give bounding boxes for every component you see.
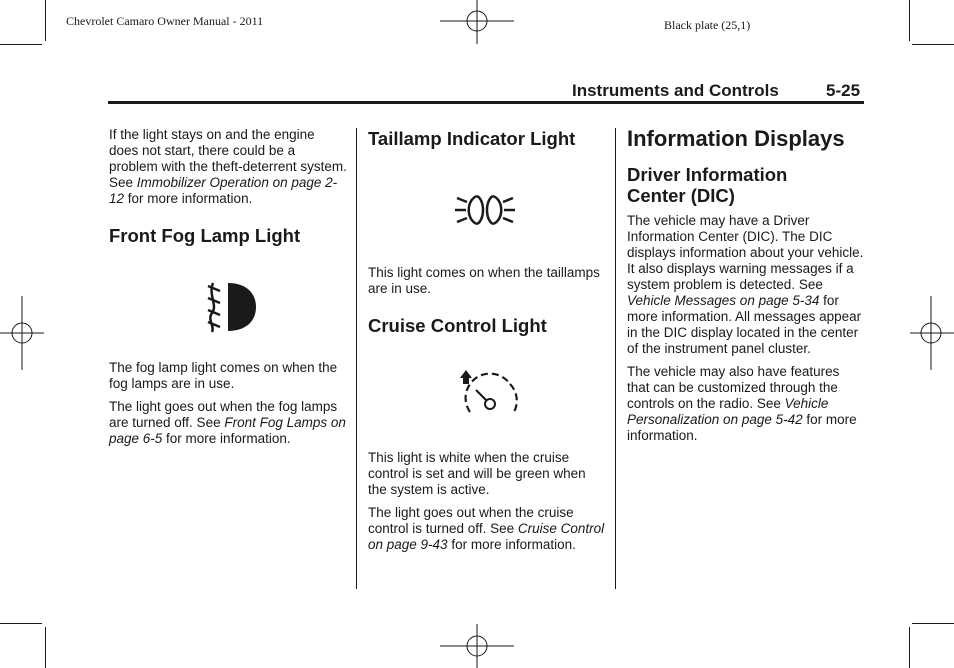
paragraph: This light is white when the cruise control is set and will be green when the system is active. — [368, 450, 586, 497]
column-divider — [615, 128, 616, 589]
paragraph: The fog lamp light comes on when the fog lamps are in use. — [109, 360, 338, 391]
column-3 — [627, 126, 865, 451]
crop-mark-top-left-h — [0, 44, 42, 45]
crop-mark-bottom-left-h — [0, 623, 42, 624]
page-title: Information Displays — [627, 126, 845, 151]
section-heading: Front Fog Lamp Light — [109, 225, 301, 246]
registration-mark-bottom-icon — [440, 624, 514, 668]
cross-reference: Cruise Control on page 9-43 — [368, 521, 605, 552]
taillamp-indicator-icon — [452, 190, 518, 232]
crop-mark-top-right-v — [909, 0, 910, 41]
header-rule — [108, 101, 864, 104]
front-fog-lamp-icon — [198, 280, 258, 334]
paragraph: If the light stays on and the engine does not start, there could be a problem with the theft-deterrent system. See Immobilizer Operation on page 2-12 for more information. — [109, 127, 347, 206]
cross-reference: Immobilizer Operation on page 2-12 — [109, 175, 338, 206]
paragraph: The vehicle may have a Driver Information Center (DIC). The DIC displays information about your vehicle. It also displays warning messages if a system problem is detected. See Vehicle Messages on page 5-34 for more information. All messages appear in the DIC display located in the center of the instrument panel cluster. — [627, 213, 864, 356]
column-1-lower — [109, 360, 347, 454]
crop-mark-top-right-h — [912, 44, 954, 45]
registration-mark-left-icon — [0, 296, 44, 370]
paragraph: The light goes out when the fog lamps are turned off. See Front Fog Lamps on page 6-5 for more information. — [109, 399, 346, 446]
section-heading: Cruise Control Light — [368, 315, 547, 336]
section-heading: Taillamp Indicator Light — [368, 128, 576, 149]
subsection-heading: Driver Information Center (DIC) — [627, 164, 788, 206]
paragraph: This light comes on when the taillamps are in use. — [368, 265, 600, 296]
crop-mark-bottom-right-v — [909, 627, 910, 668]
cross-reference: Front Fog Lamps on page 6-5 — [109, 415, 346, 446]
crop-mark-top-left-v — [45, 0, 46, 41]
cross-reference: Vehicle Personalization on page 5-42 — [627, 396, 829, 427]
cruise-control-icon — [456, 368, 522, 420]
crop-mark-bottom-right-h — [912, 623, 954, 624]
plate-label: Black plate (25,1) — [664, 18, 751, 32]
manual-title: Chevrolet Camaro Owner Manual - 2011 — [66, 14, 264, 28]
page-number: 5-25 — [826, 81, 861, 100]
paragraph: The light goes out when the cruise control is turned off. See Cruise Control on page 9-43 for more information. — [368, 505, 605, 552]
column-1 — [109, 127, 347, 246]
column-2-lower — [368, 450, 608, 560]
section-title: Instruments and Controls — [572, 81, 779, 100]
registration-mark-right-icon — [910, 296, 954, 370]
paragraph: The vehicle may also have features that can be customized through the controls on the radio. See Vehicle Personalization on page 5-42 for more information. — [627, 364, 857, 443]
cross-reference: Vehicle Messages on page 5-34 — [627, 293, 820, 308]
column-2-block — [368, 265, 608, 336]
crop-mark-bottom-left-v — [45, 627, 46, 668]
column-divider — [356, 128, 357, 589]
registration-mark-top-icon — [440, 0, 514, 44]
